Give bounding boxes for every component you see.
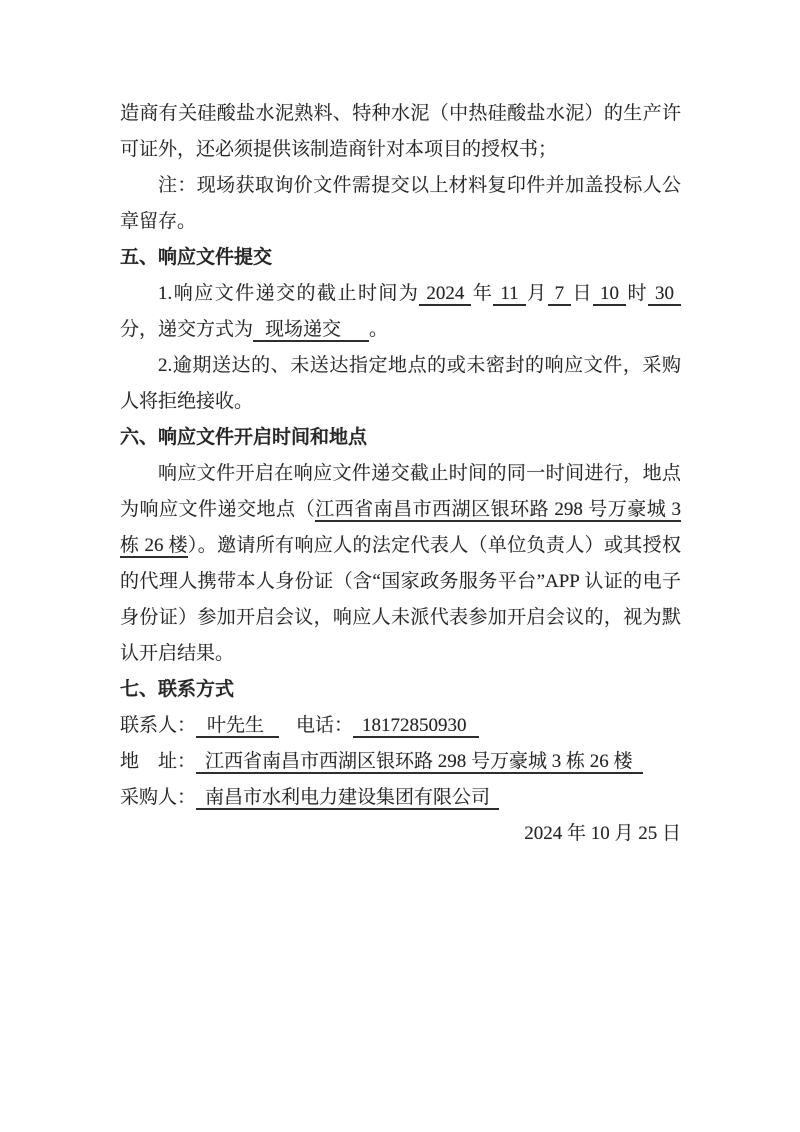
phone-label: 电话： [296,715,354,736]
continuation-text: 造商有关硅酸盐水泥熟料、特种水泥（中热硅酸盐水泥）的生产许可证外，还必须提供该制造商针对本项目的授权书； [120,103,681,160]
section5-heading: 五、响应文件提交 [120,247,273,268]
late-delivery-text: 2.逾期送达的、未送达指定地点的或未密封的响应文件，采购人将拒绝接收。 [120,355,681,412]
phone-number-value: 18172850930 [353,715,479,738]
address-line [120,744,681,780]
deadline-minute-label: 分，递交方式为 [120,319,254,340]
deadline-prefix: 1.响应文件递交的截止时间为 [158,283,420,304]
contact-line [120,708,681,744]
opening-text-start: 响应文件开启在响应文件递交截止时间的同一时间进行，地点为响应文件递交地点（ [120,463,681,520]
deadline-year-label: 年 [471,283,494,304]
note-text: 注：现场获取询价文件需提交以上材料复印件并加盖投标人公章留存。 [120,175,681,232]
deadline-month-label: 月 [525,283,548,304]
contact-label: 联系人： [120,715,197,736]
purchaser-value: 南昌市水利电力建设集团有限公司 [196,787,499,810]
paragraph-deadline [120,276,681,348]
deadline-day-value: 7 [548,283,572,306]
deadline-minute-value: 30 [648,283,681,306]
paragraph-opening [120,456,681,672]
deadline-suffix: 。 [369,319,389,340]
signature-date-text: 2024 年 10 月 25 日 [524,823,681,844]
document-content [120,96,681,852]
section6-heading: 六、响应文件开启时间和地点 [120,427,368,448]
paragraph-continuation [120,96,681,168]
purchaser-line [120,780,681,816]
opening-venue-value: 江西省南昌市西湖区银环路 298 号万豪城 3 栋 26 楼 [120,499,681,556]
purchaser-label: 采购人： [120,787,197,808]
address-label: 地 址： [120,751,197,772]
delivery-method-value: 现场递交 [253,319,369,342]
signature-date [120,816,681,852]
deadline-month-value: 11 [493,283,525,306]
deadline-day-label: 日 [571,283,594,304]
paragraph-late-delivery [120,348,681,420]
section7-heading: 七、联系方式 [120,679,235,700]
address-value: 江西省南昌市西湖区银环路 298 号万豪城 3 栋 26 楼 [196,751,643,774]
paragraph-note [120,168,681,240]
deadline-year-value: 2024 [419,283,471,306]
contact-name-value: 叶先生 [196,715,279,738]
opening-text-end: ）。邀请所有响应人的法定代表人（单位负责人）或其授权的代理人携带本人身份证（含“国家政务服务平台”APP 认证的电子身份证）参加开启会议，响应人未派代表参加开启会议的，视为默认开启结果。 [120,535,681,664]
deadline-hour-value: 10 [593,283,626,306]
deadline-hour-label: 时 [626,283,648,304]
